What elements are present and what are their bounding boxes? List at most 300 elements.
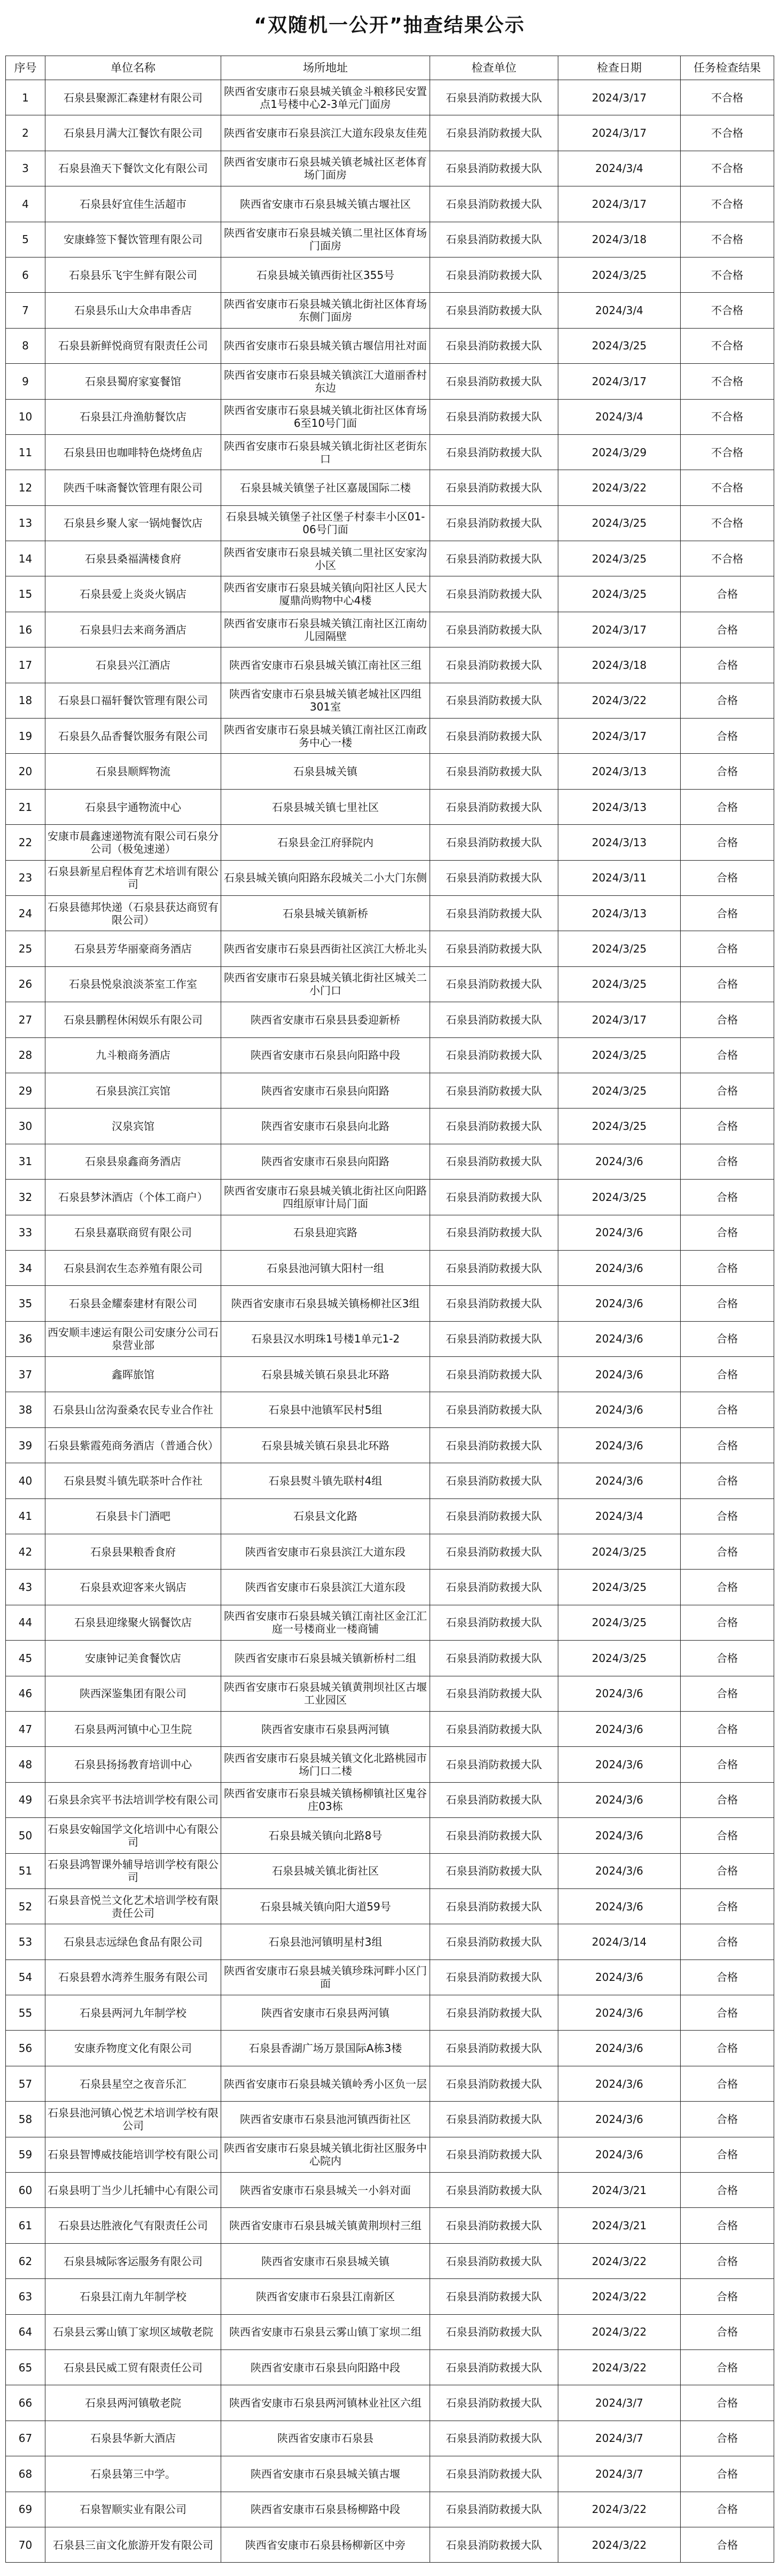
site-address: 陕西省安康市石泉县云雾山镇丁家坝二组 [221,2314,430,2349]
inspection-dept: 石泉县消防救援大队 [430,1463,558,1498]
inspection-result: 不合格 [681,364,774,399]
row-number: 20 [6,754,45,789]
row-number: 47 [6,1711,45,1746]
inspection-result: 不合格 [681,257,774,292]
inspection-result: 不合格 [681,541,774,576]
site-address: 石泉县城关镇 [221,754,430,789]
inspection-date: 2024/3/25 [558,328,681,363]
site-address: 石泉县城关镇北街社区 [221,1853,430,1888]
inspection-dept: 石泉县消防救援大队 [430,1960,558,1995]
row-number: 63 [6,2279,45,2314]
inspection-dept: 石泉县消防救援大队 [430,1711,558,1746]
site-address: 石泉县城关镇石泉县北环路 [221,1427,430,1463]
unit-name: 石泉县好宜佳生活超市 [45,186,221,222]
row-number: 48 [6,1747,45,1782]
inspection-result: 合格 [681,1109,774,1144]
row-number: 46 [6,1676,45,1711]
inspection-date: 2024/3/18 [558,647,681,683]
site-address: 石泉县迎宾路 [221,1215,430,1250]
unit-name: 石泉县民威工贸有限责任公司 [45,2350,221,2385]
inspection-date: 2024/3/6 [558,1357,681,1392]
table-row [6,1853,774,1888]
row-number: 60 [6,2173,45,2208]
inspection-result: 合格 [681,1711,774,1746]
inspection-dept: 石泉县消防救援大队 [430,825,558,860]
header-dept: 检查单位 [430,56,558,80]
site-address: 陕西省安康市石泉县城关一小斜对面 [221,2173,430,2208]
unit-name: 石泉县新星启程体育艺术培训有限公司 [45,860,221,895]
inspection-result: 合格 [681,1888,774,1924]
table-row [6,1109,774,1144]
inspection-date: 2024/3/25 [558,1109,681,1144]
inspection-result: 合格 [681,2385,774,2421]
row-number: 35 [6,1286,45,1321]
inspection-date: 2024/3/6 [558,2102,681,2137]
inspection-result: 合格 [681,895,774,931]
table-row [6,1215,774,1250]
row-number: 39 [6,1427,45,1463]
table-row [6,1144,774,1179]
table-row [6,186,774,222]
table-row [6,399,774,434]
page-title: “双随机一公开”抽查结果公示 [254,14,525,36]
inspection-result: 合格 [681,1463,774,1498]
site-address: 陕西省安康市石泉县城关镇岭秀小区负一层 [221,2066,430,2101]
inspection-date: 2024/3/25 [558,931,681,966]
table-row [6,1321,774,1356]
site-address: 陕西省安康市石泉县城关镇滨江大道丽香村东边 [221,364,430,399]
unit-name: 石泉县新鲜悦商贸有限责任公司 [45,328,221,363]
unit-name: 石泉县华新大酒店 [45,2421,221,2456]
site-address: 陕西省安康市石泉县杨柳路中段 [221,2492,430,2527]
table-row [6,257,774,292]
inspection-date: 2024/3/17 [558,1002,681,1037]
inspection-result: 合格 [681,1002,774,1037]
inspection-results-table [5,56,774,2563]
inspection-date: 2024/3/22 [558,2527,681,2562]
table-row [6,1605,774,1640]
inspection-result: 合格 [681,1392,774,1427]
table-row [6,895,774,931]
table-row [6,115,774,151]
site-address: 陕西省安康市石泉县城关镇北街社区服务中心院内 [221,2137,430,2172]
unit-name: 石泉县口福轩餐饮管理有限公司 [45,683,221,718]
inspection-date: 2024/3/6 [558,1676,681,1711]
row-number: 14 [6,541,45,576]
inspection-result: 合格 [681,789,774,824]
table-row [6,80,774,115]
site-address: 陕西省安康市石泉县两河镇 [221,1711,430,1746]
unit-name: 石泉县鹏程休闲娱乐有限公司 [45,1002,221,1037]
inspection-dept: 石泉县消防救援大队 [430,719,558,754]
inspection-result: 合格 [681,1641,774,1676]
unit-name: 石泉县池河镇心悦艺术培训学校有限公司 [45,2102,221,2137]
inspection-dept: 石泉县消防救援大队 [430,2137,558,2172]
inspection-date: 2024/3/25 [558,966,681,1002]
row-number: 29 [6,1073,45,1108]
site-address: 陕西省安康市石泉县城关镇杨柳镇社区鬼谷庄03栋 [221,1782,430,1817]
inspection-dept: 石泉县消防救援大队 [430,2102,558,2137]
inspection-result: 合格 [681,2456,774,2492]
site-address: 石泉县文化路 [221,1498,430,1534]
site-address: 石泉县金江府驿院内 [221,825,430,860]
site-address: 陕西省安康市石泉县城关镇黄荆坝村三组 [221,2208,430,2243]
inspection-dept: 石泉县消防救援大队 [430,1641,558,1676]
inspection-date: 2024/3/13 [558,895,681,931]
inspection-dept: 石泉县消防救援大队 [430,1002,558,1037]
table-row [6,719,774,754]
unit-name: 石泉县云雾山镇丁家坝区域敬老院 [45,2314,221,2349]
inspection-dept: 石泉县消防救援大队 [430,222,558,257]
unit-name: 安康市晨鑫速递物流有限公司石泉分公司（极兔速递） [45,825,221,860]
unit-name: 石泉县金耀泰建材有限公司 [45,1286,221,1321]
inspection-date: 2024/3/14 [558,1924,681,1960]
inspection-date: 2024/3/11 [558,860,681,895]
inspection-result: 合格 [681,2314,774,2349]
unit-name: 石泉县乐飞宇生鲜有限公司 [45,257,221,292]
inspection-result: 合格 [681,1960,774,1995]
row-number: 24 [6,895,45,931]
inspection-result: 合格 [681,825,774,860]
table-row [6,2173,774,2208]
unit-name: 石泉县余宾平书法培训学校有限公司 [45,1782,221,1817]
row-number: 50 [6,1818,45,1853]
table-row [6,151,774,186]
inspection-date: 2024/3/22 [558,2243,681,2278]
inspection-date: 2024/3/6 [558,1747,681,1782]
unit-name: 石泉县扬扬教育培训中心 [45,1747,221,1782]
inspection-dept: 石泉县消防救援大队 [430,1570,558,1605]
unit-name: 石泉县山岔沟蚕桑农民专业合作社 [45,1392,221,1427]
table-row [6,2314,774,2349]
table-row [6,364,774,399]
site-address: 陕西省安康市石泉县两河镇林业社区六组 [221,2385,430,2421]
site-address: 陕西省安康市石泉县两河镇 [221,1995,430,2031]
row-number: 36 [6,1321,45,1356]
inspection-date: 2024/3/7 [558,2421,681,2456]
inspection-result: 合格 [681,1215,774,1250]
inspection-dept: 石泉县消防救援大队 [430,328,558,363]
row-number: 69 [6,2492,45,2527]
inspection-date: 2024/3/6 [558,1960,681,1995]
inspection-dept: 石泉县消防救援大队 [430,1250,558,1285]
site-address: 陕西省安康市石泉县城关镇文化北路桃园市场门口二楼 [221,1747,430,1782]
inspection-date: 2024/3/6 [558,2031,681,2066]
inspection-date: 2024/3/22 [558,683,681,718]
row-number: 30 [6,1109,45,1144]
inspection-result: 合格 [681,2350,774,2385]
row-number: 21 [6,789,45,824]
table-row [6,2031,774,2066]
inspection-dept: 石泉县消防救援大队 [430,1357,558,1392]
row-number: 59 [6,2137,45,2172]
site-address: 石泉县城关镇七里社区 [221,789,430,824]
inspection-dept: 石泉县消防救援大队 [430,2314,558,2349]
header-row [6,56,774,80]
row-number: 26 [6,966,45,1002]
inspection-result: 合格 [681,2279,774,2314]
inspection-result: 合格 [681,576,774,612]
inspection-dept: 石泉县消防救援大队 [430,931,558,966]
inspection-result: 合格 [681,1818,774,1853]
header-address: 场所地址 [221,56,430,80]
inspection-date: 2024/3/6 [558,1144,681,1179]
inspection-date: 2024/3/13 [558,825,681,860]
inspection-date: 2024/3/6 [558,2137,681,2172]
inspection-date: 2024/3/6 [558,1427,681,1463]
header-result: 任务检查结果 [681,56,774,80]
row-number: 8 [6,328,45,363]
inspection-result: 合格 [681,2031,774,2066]
site-address: 陕西省安康市石泉县城关镇 [221,2243,430,2278]
row-number: 67 [6,2421,45,2456]
inspection-date: 2024/3/25 [558,1073,681,1108]
site-address: 陕西省安康市石泉县池河镇西街社区 [221,2102,430,2137]
inspection-dept: 石泉县消防救援大队 [430,860,558,895]
unit-name: 石泉县蜀府家宴餐馆 [45,364,221,399]
site-address: 陕西省安康市石泉县城关镇二里社区体育场门面房 [221,222,430,257]
site-address: 石泉县熨斗镇先联村4组 [221,1463,430,1498]
inspection-result: 合格 [681,860,774,895]
header-unit: 单位名称 [45,56,221,80]
inspection-dept: 石泉县消防救援大队 [430,1073,558,1108]
site-address: 石泉县池河镇明星村3组 [221,1924,430,1960]
table-row [6,576,774,612]
table-row [6,2066,774,2101]
inspection-dept: 石泉县消防救援大队 [430,1782,558,1817]
unit-name: 石泉县江南九年制学校 [45,2279,221,2314]
inspection-result: 合格 [681,1995,774,2031]
row-number: 12 [6,470,45,505]
table-row [6,1534,774,1570]
unit-name: 石泉县田也咖啡特色烧烤鱼店 [45,434,221,470]
unit-name: 石泉县聚源汇森建材有限公司 [45,80,221,115]
inspection-result: 不合格 [681,328,774,363]
inspection-dept: 石泉县消防救援大队 [430,1924,558,1960]
table-row [6,789,774,824]
table-row [6,1073,774,1108]
inspection-date: 2024/3/4 [558,399,681,434]
unit-name: 石泉县泉鑫商务酒店 [45,1144,221,1179]
row-number: 38 [6,1392,45,1427]
site-address: 陕西省安康市石泉县向阳路 [221,1073,430,1108]
inspection-result: 合格 [681,1321,774,1356]
site-address: 陕西省安康市石泉县城关镇北街社区体育场东侧门面房 [221,293,430,328]
inspection-result: 合格 [681,1924,774,1960]
inspection-dept: 石泉县消防救援大队 [430,1427,558,1463]
inspection-dept: 石泉县消防救援大队 [430,1888,558,1924]
row-number: 54 [6,1960,45,1995]
inspection-result: 合格 [681,1605,774,1640]
inspection-dept: 石泉县消防救援大队 [430,1144,558,1179]
unit-name: 石泉县宇通物流中心 [45,789,221,824]
inspection-date: 2024/3/25 [558,1534,681,1570]
table-row [6,2527,774,2562]
inspection-result: 不合格 [681,293,774,328]
table-row [6,1463,774,1498]
site-address: 陕西省安康市石泉县江南新区 [221,2279,430,2314]
row-number: 44 [6,1605,45,1640]
inspection-dept: 石泉县消防救援大队 [430,612,558,647]
unit-name: 石泉县志远绿色食品有限公司 [45,1924,221,1960]
site-address: 石泉县汉水明珠1号楼1单元1-2 [221,1321,430,1356]
unit-name: 石泉县乡聚人家一锅炖餐饮店 [45,505,221,541]
inspection-result: 合格 [681,1853,774,1888]
inspection-dept: 石泉县消防救援大队 [430,1818,558,1853]
inspection-dept: 石泉县消防救援大队 [430,293,558,328]
unit-name: 石泉县渔天下餐饮文化有限公司 [45,151,221,186]
table-row [6,2385,774,2421]
inspection-date: 2024/3/25 [558,1605,681,1640]
row-number: 55 [6,1995,45,2031]
inspection-result: 合格 [681,1037,774,1073]
table-row [6,2102,774,2137]
site-address: 陕西省安康市石泉县城关镇北街社区向阳路四组原审计局门面 [221,1180,430,1215]
site-address: 陕西省安康市石泉县杨柳新区中旁 [221,2527,430,2562]
table-row [6,612,774,647]
header-no: 序号 [6,56,45,80]
unit-name: 鑫晖旅馆 [45,1357,221,1392]
table-row [6,1676,774,1711]
inspection-dept: 石泉县消防救援大队 [430,1534,558,1570]
row-number: 15 [6,576,45,612]
unit-name: 石泉县明丁当少儿托辅中心有限公司 [45,2173,221,2208]
inspection-result: 合格 [681,1180,774,1215]
site-address: 陕西省安康市石泉县滨江大道东段泉友佳苑 [221,115,430,151]
row-number: 57 [6,2066,45,2101]
table-row [6,1037,774,1073]
site-address: 石泉县城关镇堡子社区嘉晟国际二楼 [221,470,430,505]
inspection-date: 2024/3/18 [558,222,681,257]
inspection-result: 合格 [681,1570,774,1605]
inspection-dept: 石泉县消防救援大队 [430,789,558,824]
site-address: 石泉县香湖广场万景国际A栋3楼 [221,2031,430,2066]
row-number: 65 [6,2350,45,2385]
table-row [6,647,774,683]
inspection-result: 不合格 [681,470,774,505]
inspection-result: 合格 [681,647,774,683]
site-address: 石泉县城关镇向阳路东段城关二小大门东侧 [221,860,430,895]
inspection-dept: 石泉县消防救援大队 [430,1037,558,1073]
table-row [6,860,774,895]
inspection-dept: 石泉县消防救援大队 [430,2243,558,2278]
inspection-dept: 石泉县消防救援大队 [430,966,558,1002]
inspection-result: 合格 [681,2492,774,2527]
inspection-dept: 石泉县消防救援大队 [430,1109,558,1144]
site-address: 陕西省安康市石泉县滨江大道东段 [221,1534,430,1570]
table-row [6,1924,774,1960]
unit-name: 石泉县迎缘聚火锅餐饮店 [45,1605,221,1640]
inspection-date: 2024/3/6 [558,1321,681,1356]
row-number: 49 [6,1782,45,1817]
inspection-dept: 石泉县消防救援大队 [430,541,558,576]
site-address: 陕西省安康市石泉县城关镇老城社区四组301室 [221,683,430,718]
inspection-result: 合格 [681,1534,774,1570]
site-address: 陕西省安康市石泉县城关镇珍珠河畔小区门面 [221,1960,430,1995]
site-address: 石泉县池河镇大阳村一组 [221,1250,430,1285]
inspection-date: 2024/3/22 [558,2492,681,2527]
table-row [6,1392,774,1427]
inspection-date: 2024/3/17 [558,80,681,115]
inspection-dept: 石泉县消防救援大队 [430,2421,558,2456]
site-address: 陕西省安康市石泉县城关镇新桥村二组 [221,1641,430,1676]
site-address: 陕西省安康市石泉县滨江大道东段 [221,1570,430,1605]
row-number: 4 [6,186,45,222]
inspection-result: 合格 [681,754,774,789]
inspection-dept: 石泉县消防救援大队 [430,895,558,931]
unit-name: 石泉县嘉联商贸有限公司 [45,1215,221,1250]
unit-name: 石泉县江舟渔舫餐饮店 [45,399,221,434]
inspection-date: 2024/3/4 [558,1498,681,1534]
site-address: 陕西省安康市石泉县城关镇金斗粮移民安置点1号楼中心2-3单元门面房 [221,80,430,115]
inspection-result: 合格 [681,1073,774,1108]
inspection-date: 2024/3/22 [558,2279,681,2314]
table-row [6,754,774,789]
table-header [6,56,774,80]
site-address: 陕西省安康市石泉县城关镇江南社区江南政务中心一楼 [221,719,430,754]
inspection-dept: 石泉县消防救援大队 [430,1215,558,1250]
inspection-date: 2024/3/6 [558,1250,681,1285]
inspection-date: 2024/3/25 [558,1570,681,1605]
row-number: 40 [6,1463,45,1498]
inspection-date: 2024/3/6 [558,1818,681,1853]
inspection-date: 2024/3/7 [558,2385,681,2421]
inspection-dept: 石泉县消防救援大队 [430,576,558,612]
site-address: 陕西省安康市石泉县西街社区滨江大桥北头 [221,931,430,966]
inspection-result: 合格 [681,612,774,647]
unit-name: 石泉县归去来商务酒店 [45,612,221,647]
row-number: 42 [6,1534,45,1570]
unit-name: 石泉县鸿智课外辅导培训学校有限公司 [45,1853,221,1888]
inspection-date: 2024/3/6 [558,1215,681,1250]
table-row [6,2350,774,2385]
unit-name: 九斗粮商务酒店 [45,1037,221,1073]
inspection-date: 2024/3/25 [558,576,681,612]
row-number: 37 [6,1357,45,1392]
table-row [6,1286,774,1321]
row-number: 22 [6,825,45,860]
row-number: 6 [6,257,45,292]
inspection-date: 2024/3/25 [558,505,681,541]
table-row [6,541,774,576]
unit-name: 石泉县智博威技能培训学校有限公司 [45,2137,221,2172]
inspection-date: 2024/3/6 [558,1392,681,1427]
site-address: 陕西省安康市石泉县城关镇古堰信用社对面 [221,328,430,363]
table-row [6,2492,774,2527]
unit-name: 石泉县三亩文化旅游开发有限公司 [45,2527,221,2562]
row-number: 27 [6,1002,45,1037]
table-row [6,683,774,718]
inspection-dept: 石泉县消防救援大队 [430,1676,558,1711]
inspection-dept: 石泉县消防救援大队 [430,1180,558,1215]
row-number: 11 [6,434,45,470]
inspection-result: 合格 [681,1427,774,1463]
unit-name: 石泉县星空之夜音乐汇 [45,2066,221,2101]
inspection-date: 2024/3/22 [558,2314,681,2349]
unit-name: 石泉县达胜液化气有限责任公司 [45,2208,221,2243]
inspection-result: 不合格 [681,222,774,257]
inspection-date: 2024/3/6 [558,1995,681,2031]
site-address: 陕西省安康市石泉县县委迎新桥 [221,1002,430,1037]
table-row [6,1002,774,1037]
site-address: 石泉县城关镇石泉县北环路 [221,1357,430,1392]
unit-name: 安康蜂签下餐饮管理有限公司 [45,222,221,257]
table-row [6,1711,774,1746]
inspection-dept: 石泉县消防救援大队 [430,1853,558,1888]
unit-name: 石泉县梦沐酒店（个体工商户） [45,1180,221,1215]
unit-name: 石泉县两河镇敬老院 [45,2385,221,2421]
unit-name: 石泉县欢迎客来火锅店 [45,1570,221,1605]
